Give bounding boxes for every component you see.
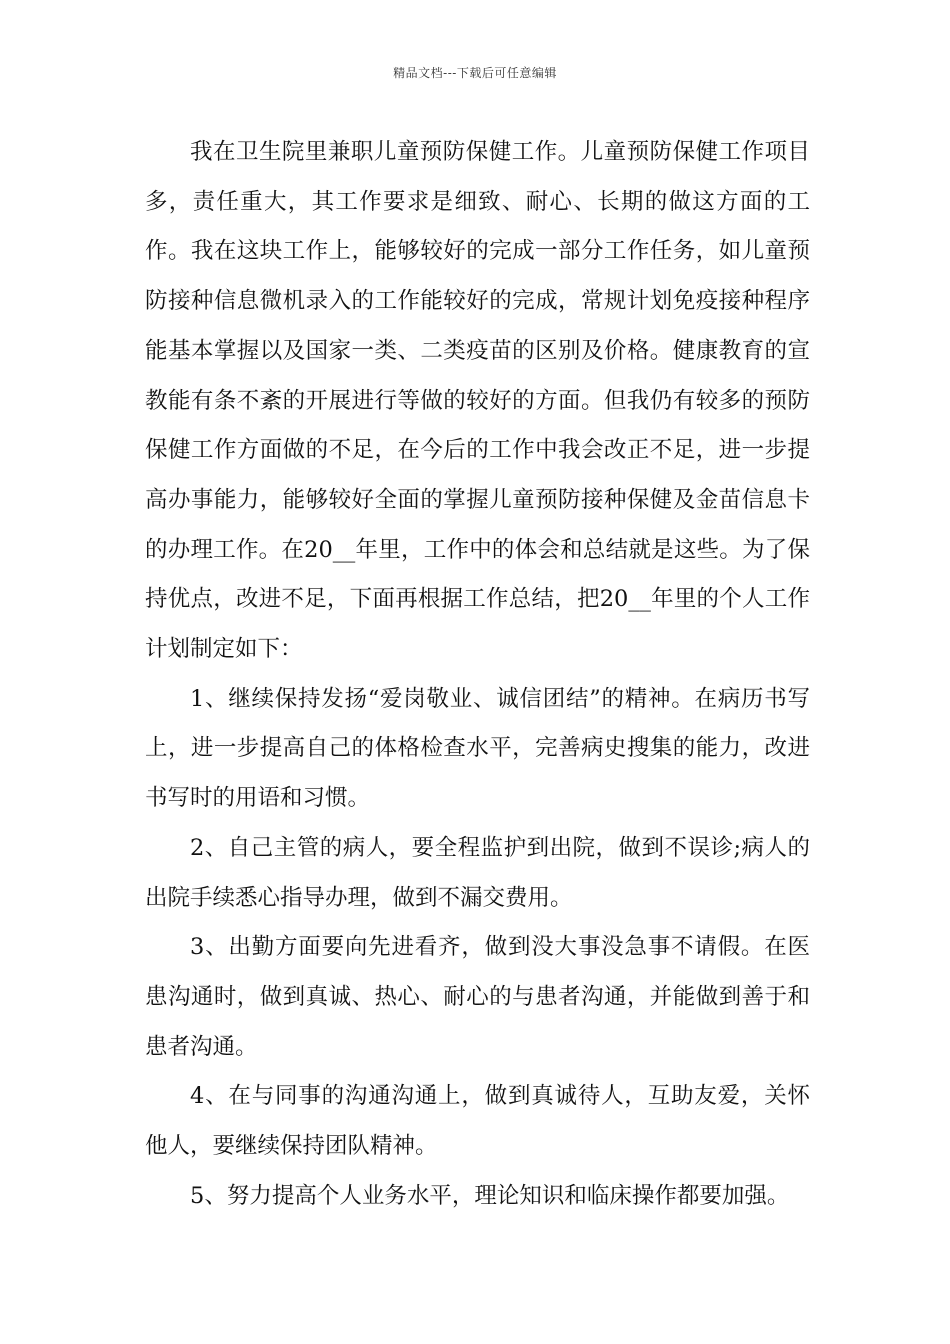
paragraph-item-3: 3、出勤方面要向先进看齐，做到没大事没急事不请假。在医患沟通时，做到真诚、热心、耐心的与患者沟通，并能做到善于和患者沟通。	[145, 934, 810, 1060]
paragraph-item-5: 5、努力提高个人业务水平，理论知识和临床操作都要加强。	[190, 1182, 790, 1209]
paragraph-item-1: 1、继续保持发扬“爱岗敬业、诚信团结”的精神。在病历书写上，进一步提高自己的体格检查水平，完善病史搜集的能力，改进书写时的用语和习惯。	[145, 685, 810, 812]
paragraph-item-4: 4、在与同事的沟通沟通上，做到真诚待人，互助友爱，关怀他人，要继续保持团队精神。	[145, 1083, 810, 1160]
paragraph-intro: 我在卫生院里兼职儿童预防保健工作。儿童预防保健工作项目多，责任重大，其工作要求是细致、耐心、长期的做这方面的工作。我在这块工作上，能够较好的完成一部分工作任务，如儿童预防接种信息微机录入的工作能较好的完成，常规计划免疫接种程序能基本掌握以及国家一类、二类疫苗的区别及价格。健康教育的宣教能有条不紊的开展进行等做的较好的方面。但我仍有较多的预防保健工作方面做的不足，在今后的工作中我会改正不足，进一步提高办事能力，能够较好全面的掌握儿童预防接种保健及金苗信息卡的办理工作。在20__年里，工作中的体会和总结就是这些。为了保持优点，改进不足，下面再根据工作总结，把20__年里的个人工作计划制定如下：	[145, 139, 810, 663]
paragraph-item-2: 2、自己主管的病人，要全程监护到出院，做到不误诊;病人的出院手续悉心指导办理，做到不漏交费用。	[145, 834, 810, 911]
page-header: 精品文档---下载后可任意编辑	[393, 66, 557, 80]
document-body	[145, 128, 810, 1221]
